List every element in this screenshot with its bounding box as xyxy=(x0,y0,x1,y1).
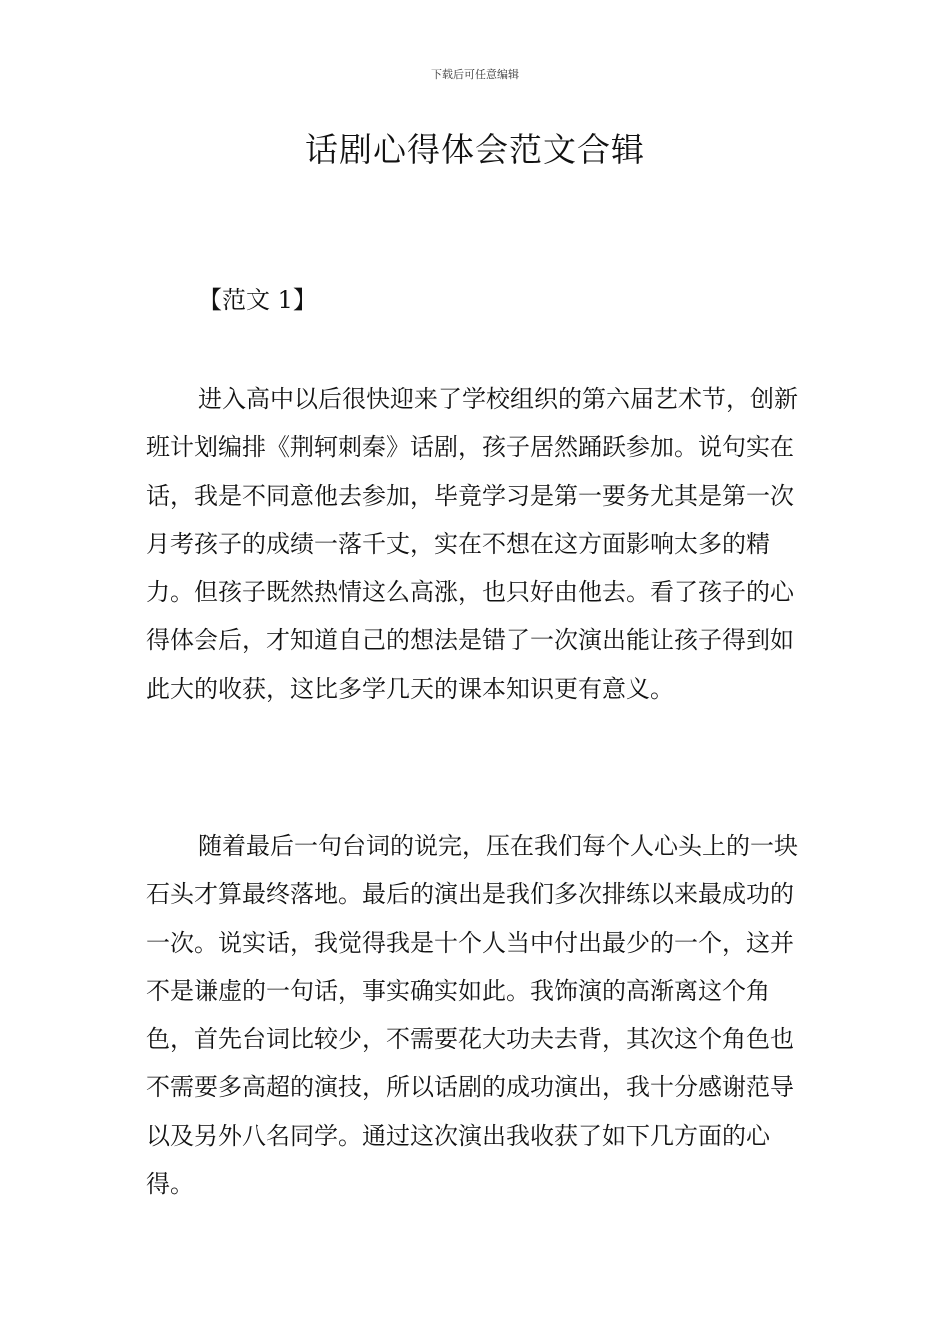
paragraph-1: 进入高中以后很快迎来了学校组织的第六届艺术节，创新班计划编排《荆轲刺秦》话剧，孩子居然踊跃参加。说句实在话，我是不同意他去参加，毕竟学习是第一要务尤其是第一次月考孩子的成绩一落千丈，实在不想在这方面影响太多的精力。但孩子既然热情这么高涨，也只好由他去。看了孩子的心得体会后，才知道自己的想法是错了一次演出能让孩子得到如此大的收获，这比多学几天的课本知识更有意义。 xyxy=(146,385,798,703)
page-header-note: 下载后可任意编辑 xyxy=(431,68,519,81)
paragraph-2: 随着最后一句台词的说完，压在我们每个人心头上的一块石头才算最终落地。最后的演出是我们多次排练以来最成功的一次。说实话，我觉得我是十个人当中付出最少的一个，这并不是谦虚的一句话，事实确实如此。我饰演的高渐离这个角色，首先台词比较少，不需要花大功夫去背，其次这个角色也不需要多高超的演技，所以话剧的成功演出，我十分感谢范导以及另外八名同学。通过这次演出我收获了如下几方面的心得。 xyxy=(146,832,798,1199)
section-label: 【范文 1】 xyxy=(198,286,317,314)
document-title: 话剧心得体会范文合辑 xyxy=(305,130,645,169)
